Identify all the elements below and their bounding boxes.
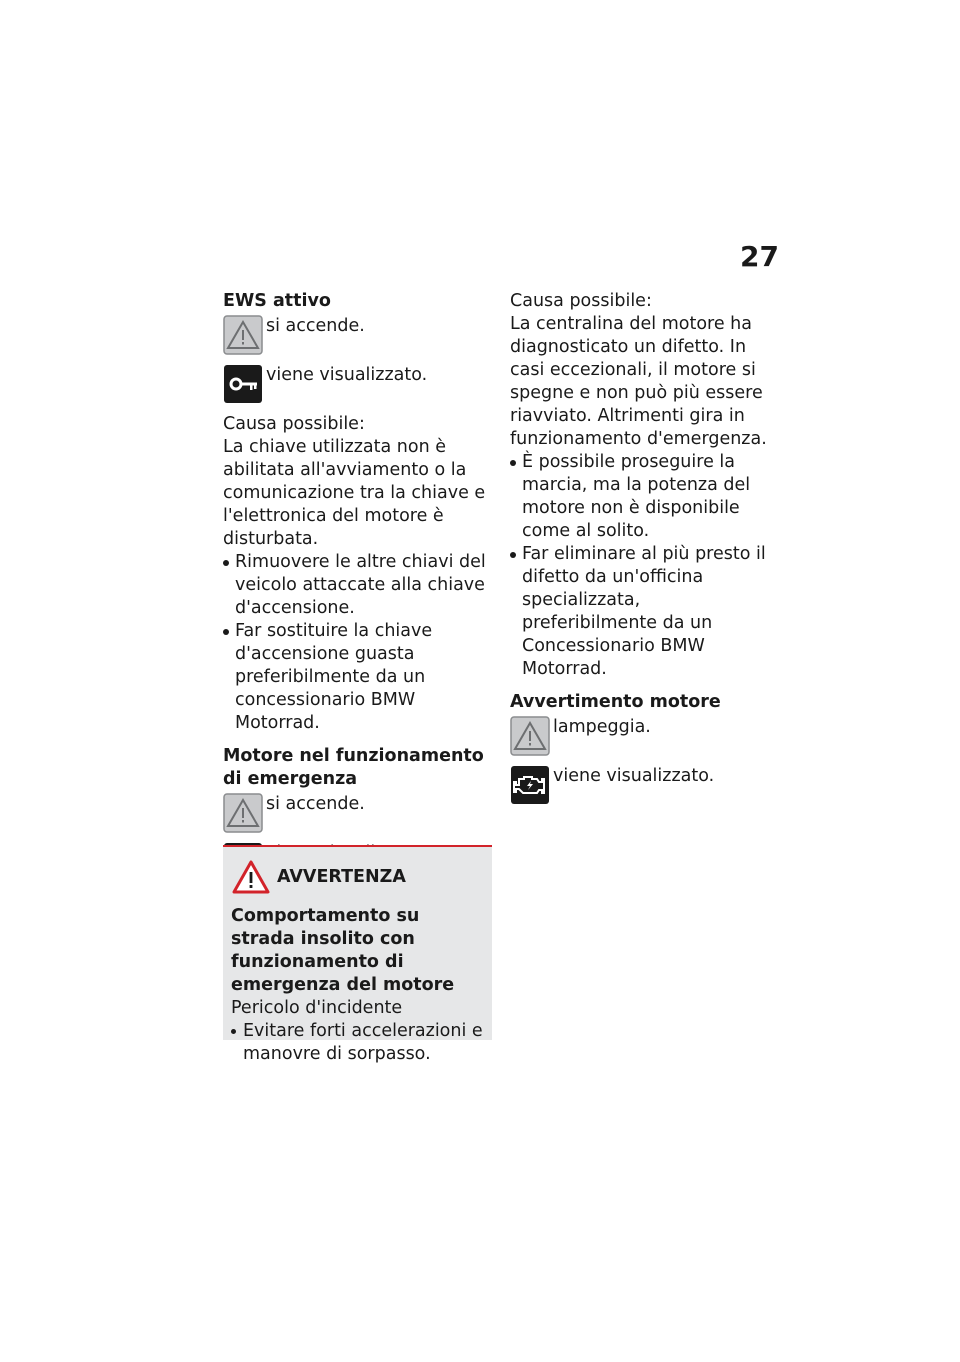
warning-header	[231, 859, 484, 895]
engine-warning-icon-row-1	[510, 716, 780, 756]
list-item: È possibile proseguire la marcia, ma la potenza del motore non è disponibile come al solito.	[510, 451, 780, 543]
list-item: Evitare forti accelerazioni e manovre di sorpasso.	[231, 1020, 484, 1066]
ews-title: EWS attivo	[223, 291, 331, 311]
key-icon	[223, 364, 263, 404]
emergency-icon1-text: si accende.	[266, 794, 365, 814]
right-column	[510, 290, 780, 814]
engine-cause-label: Causa possibile:	[510, 291, 652, 311]
emergency-title: Motore nel funzionamento di emergenza	[223, 746, 484, 789]
left-column	[223, 290, 493, 891]
engine-icon	[510, 765, 550, 805]
ews-icon1-text: si accende.	[266, 316, 365, 336]
warning-bullet-list	[231, 1020, 484, 1066]
page-number: 27	[740, 240, 779, 273]
engine-cause-text: La centralina del motore ha diagnosticato un difetto. In casi eccezionali, il motore si spegne e non può più essere riavviato. Altrimenti gira in funzionamento d'emergenza.	[510, 314, 767, 449]
ews-cause-text: La chiave utilizzata non è abilitata all'avviamento o la comunicazione tra la chiave e l'elettronica del motore è disturbata.	[223, 437, 486, 549]
warning-subtitle: Pericolo d'incidente	[231, 998, 403, 1018]
list-item: Far eliminare al più presto il difetto da un'officina specializzata, preferibilmente da un Concessionario BMW Motorrad.	[510, 543, 780, 681]
warning-box	[223, 845, 492, 1064]
engine-warning-icon-row-2	[510, 765, 780, 805]
warning-title: Comportamento su strada insolito con funzionamento di emergenza del motore	[231, 906, 455, 995]
engine-warning-title: Avvertimento motore	[510, 692, 721, 712]
list-item: Rimuovere le altre chiavi del veicolo attaccate alla chiave d'accensione.	[223, 551, 493, 620]
emergency-icon-row-1	[223, 793, 493, 833]
engine-icon2-text: viene visualizzato.	[553, 766, 715, 786]
warning-triangle-icon	[510, 716, 550, 756]
warning-triangle-icon	[223, 315, 263, 355]
warning-label: AVVERTENZA	[277, 867, 406, 887]
engine-icon1-text: lampeggia.	[553, 717, 651, 737]
ews-cause-label: Causa possibile:	[223, 414, 365, 434]
ews-icon-row-2	[223, 364, 493, 404]
list-item: Far sostituire la chiave d'accensione guasta preferibilmente da un concessionario BMW Motorrad.	[223, 620, 493, 735]
engine-bullet-list	[510, 451, 780, 681]
ews-bullet-list	[223, 551, 493, 735]
ews-icon-row-1	[223, 315, 493, 355]
warning-triangle-icon	[223, 793, 263, 833]
danger-triangle-icon	[231, 859, 271, 895]
ews-icon2-text: viene visualizzato.	[266, 365, 428, 385]
